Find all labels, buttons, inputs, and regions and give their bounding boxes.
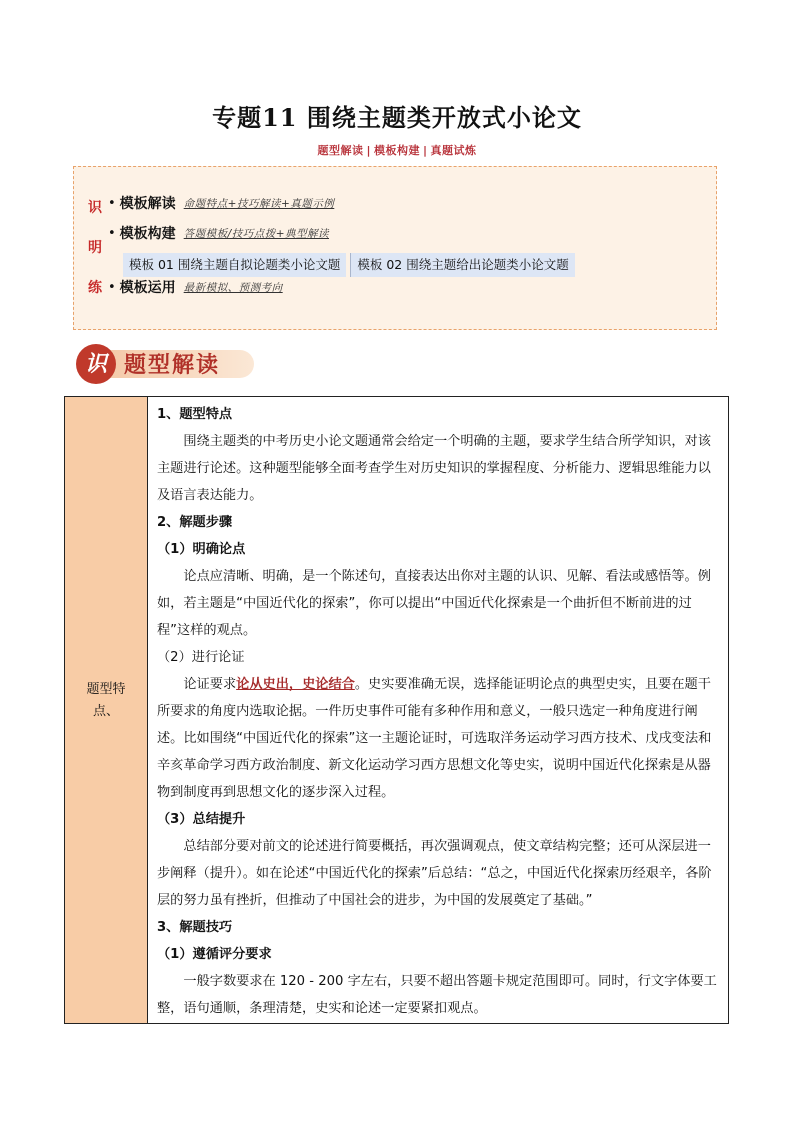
nav-row-label: 模板构建 bbox=[119, 226, 176, 242]
side-char: 练 bbox=[88, 280, 102, 296]
bullet-icon: • bbox=[108, 279, 116, 295]
nav-row-desc: 答题模板/技巧点拨+典型解读 bbox=[183, 227, 330, 240]
template-link-02[interactable]: 模板 02 围绕主题给出论题类小论文题 bbox=[350, 253, 574, 277]
subtitle-separator: | bbox=[423, 144, 428, 157]
page-title: 专题11 围绕主题类开放式小论文 bbox=[212, 103, 582, 132]
subheading-summary: （3）总结提升 bbox=[157, 812, 246, 827]
table-content bbox=[157, 401, 719, 1022]
subtitle-part: 真题试炼 bbox=[430, 144, 477, 157]
subheading-thesis: （1）明确论点 bbox=[157, 542, 246, 557]
side-characters bbox=[88, 197, 108, 317]
side-char: 识 bbox=[88, 200, 102, 216]
nav-row-desc: 最新模拟、预测考向 bbox=[183, 281, 283, 294]
subheading-scoring: （1）遵循评分要求 bbox=[157, 947, 272, 962]
text-run: 。史实要准确无误，选择能证明论点的典型史实，且要在题干所要求的角度内选取论据。一件历史事件可能有多种作用和意义，一般只选定一种角度进行阐述。比如围绕“中国近代化的探索”这一主题论证时，可选取洋务运动学习西方技术、戊戌变法和辛亥革命学习西方政治制度、新文化运动学习西方思想文化等史实，说明中国近代化探索是从器物到制度再到思想文化的逐步深入过程。 bbox=[157, 677, 712, 800]
nav-row-construction[interactable] bbox=[108, 223, 329, 243]
nav-row-interpretation[interactable] bbox=[108, 193, 334, 213]
bullet-icon: • bbox=[108, 225, 116, 241]
template-link-01[interactable]: 模板 01 围绕主题自拟论题类小论文题 bbox=[123, 253, 346, 277]
nav-row-application[interactable] bbox=[108, 277, 283, 297]
page-subtitle bbox=[0, 142, 794, 158]
heading-solving-tips: 3、解题技巧 bbox=[157, 920, 233, 935]
template-links bbox=[123, 253, 575, 277]
paragraph: 一般字数要求在 120 - 200 字左右，只要不超出答题卡规定范围即可。同时，行文字体要工整，语句通顺，条理清楚，史实和论述一定要紧扣观点。 bbox=[157, 974, 717, 1016]
nav-row-label: 模板运用 bbox=[119, 280, 176, 296]
section-badge-icon: 识 bbox=[76, 344, 116, 384]
content-table bbox=[64, 396, 729, 1024]
table-left-cell bbox=[65, 397, 148, 1023]
section-header bbox=[76, 344, 256, 384]
section-title: 题型解读 bbox=[124, 352, 221, 378]
subtitle-part: 题型解读 bbox=[317, 144, 364, 157]
side-char: 明 bbox=[88, 240, 102, 256]
row-label-line: 点、 bbox=[92, 704, 119, 719]
paragraph: 总结部分要对前文的论述进行简要概括，再次强调观点，使文章结构完整；还可从深层进一步阐释（提升）。如在论述“中国近代化的探索”后总结：“总之，中国近代化探索历经艰辛，各阶层的努力虽有挫折，但推动了中国社会的进步，为中国的发展奠定了基础。” bbox=[157, 839, 712, 908]
navigation-box bbox=[73, 166, 717, 330]
row-label-line: 题型特 bbox=[86, 682, 126, 697]
subheading-argument: （2）进行论证 bbox=[157, 650, 245, 665]
subtitle-separator: | bbox=[366, 144, 371, 157]
heading-type-features: 1、题型特点 bbox=[157, 407, 233, 422]
emphasis-text: 论从史出，史论结合 bbox=[236, 677, 355, 692]
heading-solving-steps: 2、解题步骤 bbox=[157, 515, 233, 530]
nav-row-desc: 命题特点+技巧解读+真题示例 bbox=[183, 197, 335, 210]
paragraph bbox=[157, 671, 719, 806]
text-run: 论证要求 bbox=[183, 677, 237, 692]
bullet-icon: • bbox=[108, 195, 116, 211]
paragraph: 围绕主题类的中考历史小论文题通常会给定一个明确的主题，要求学生结合所学知识，对该主题进行论述。这种题型能够全面考查学生对历史知识的掌握程度、分析能力、逻辑思维能力以及语言表达能力。 bbox=[157, 434, 711, 503]
paragraph: 论点应清晰、明确，是一个陈述句，直接表达出你对主题的认识、见解、看法或感悟等。例如，若主题是“中国近代化的探索”，你可以提出“中国近代化探索是一个曲折但不断前进的过程”这样的观点。 bbox=[157, 569, 711, 638]
nav-row-label: 模板解读 bbox=[119, 196, 176, 212]
table-row-label bbox=[73, 679, 139, 723]
subtitle-part: 模板构建 bbox=[374, 144, 420, 157]
